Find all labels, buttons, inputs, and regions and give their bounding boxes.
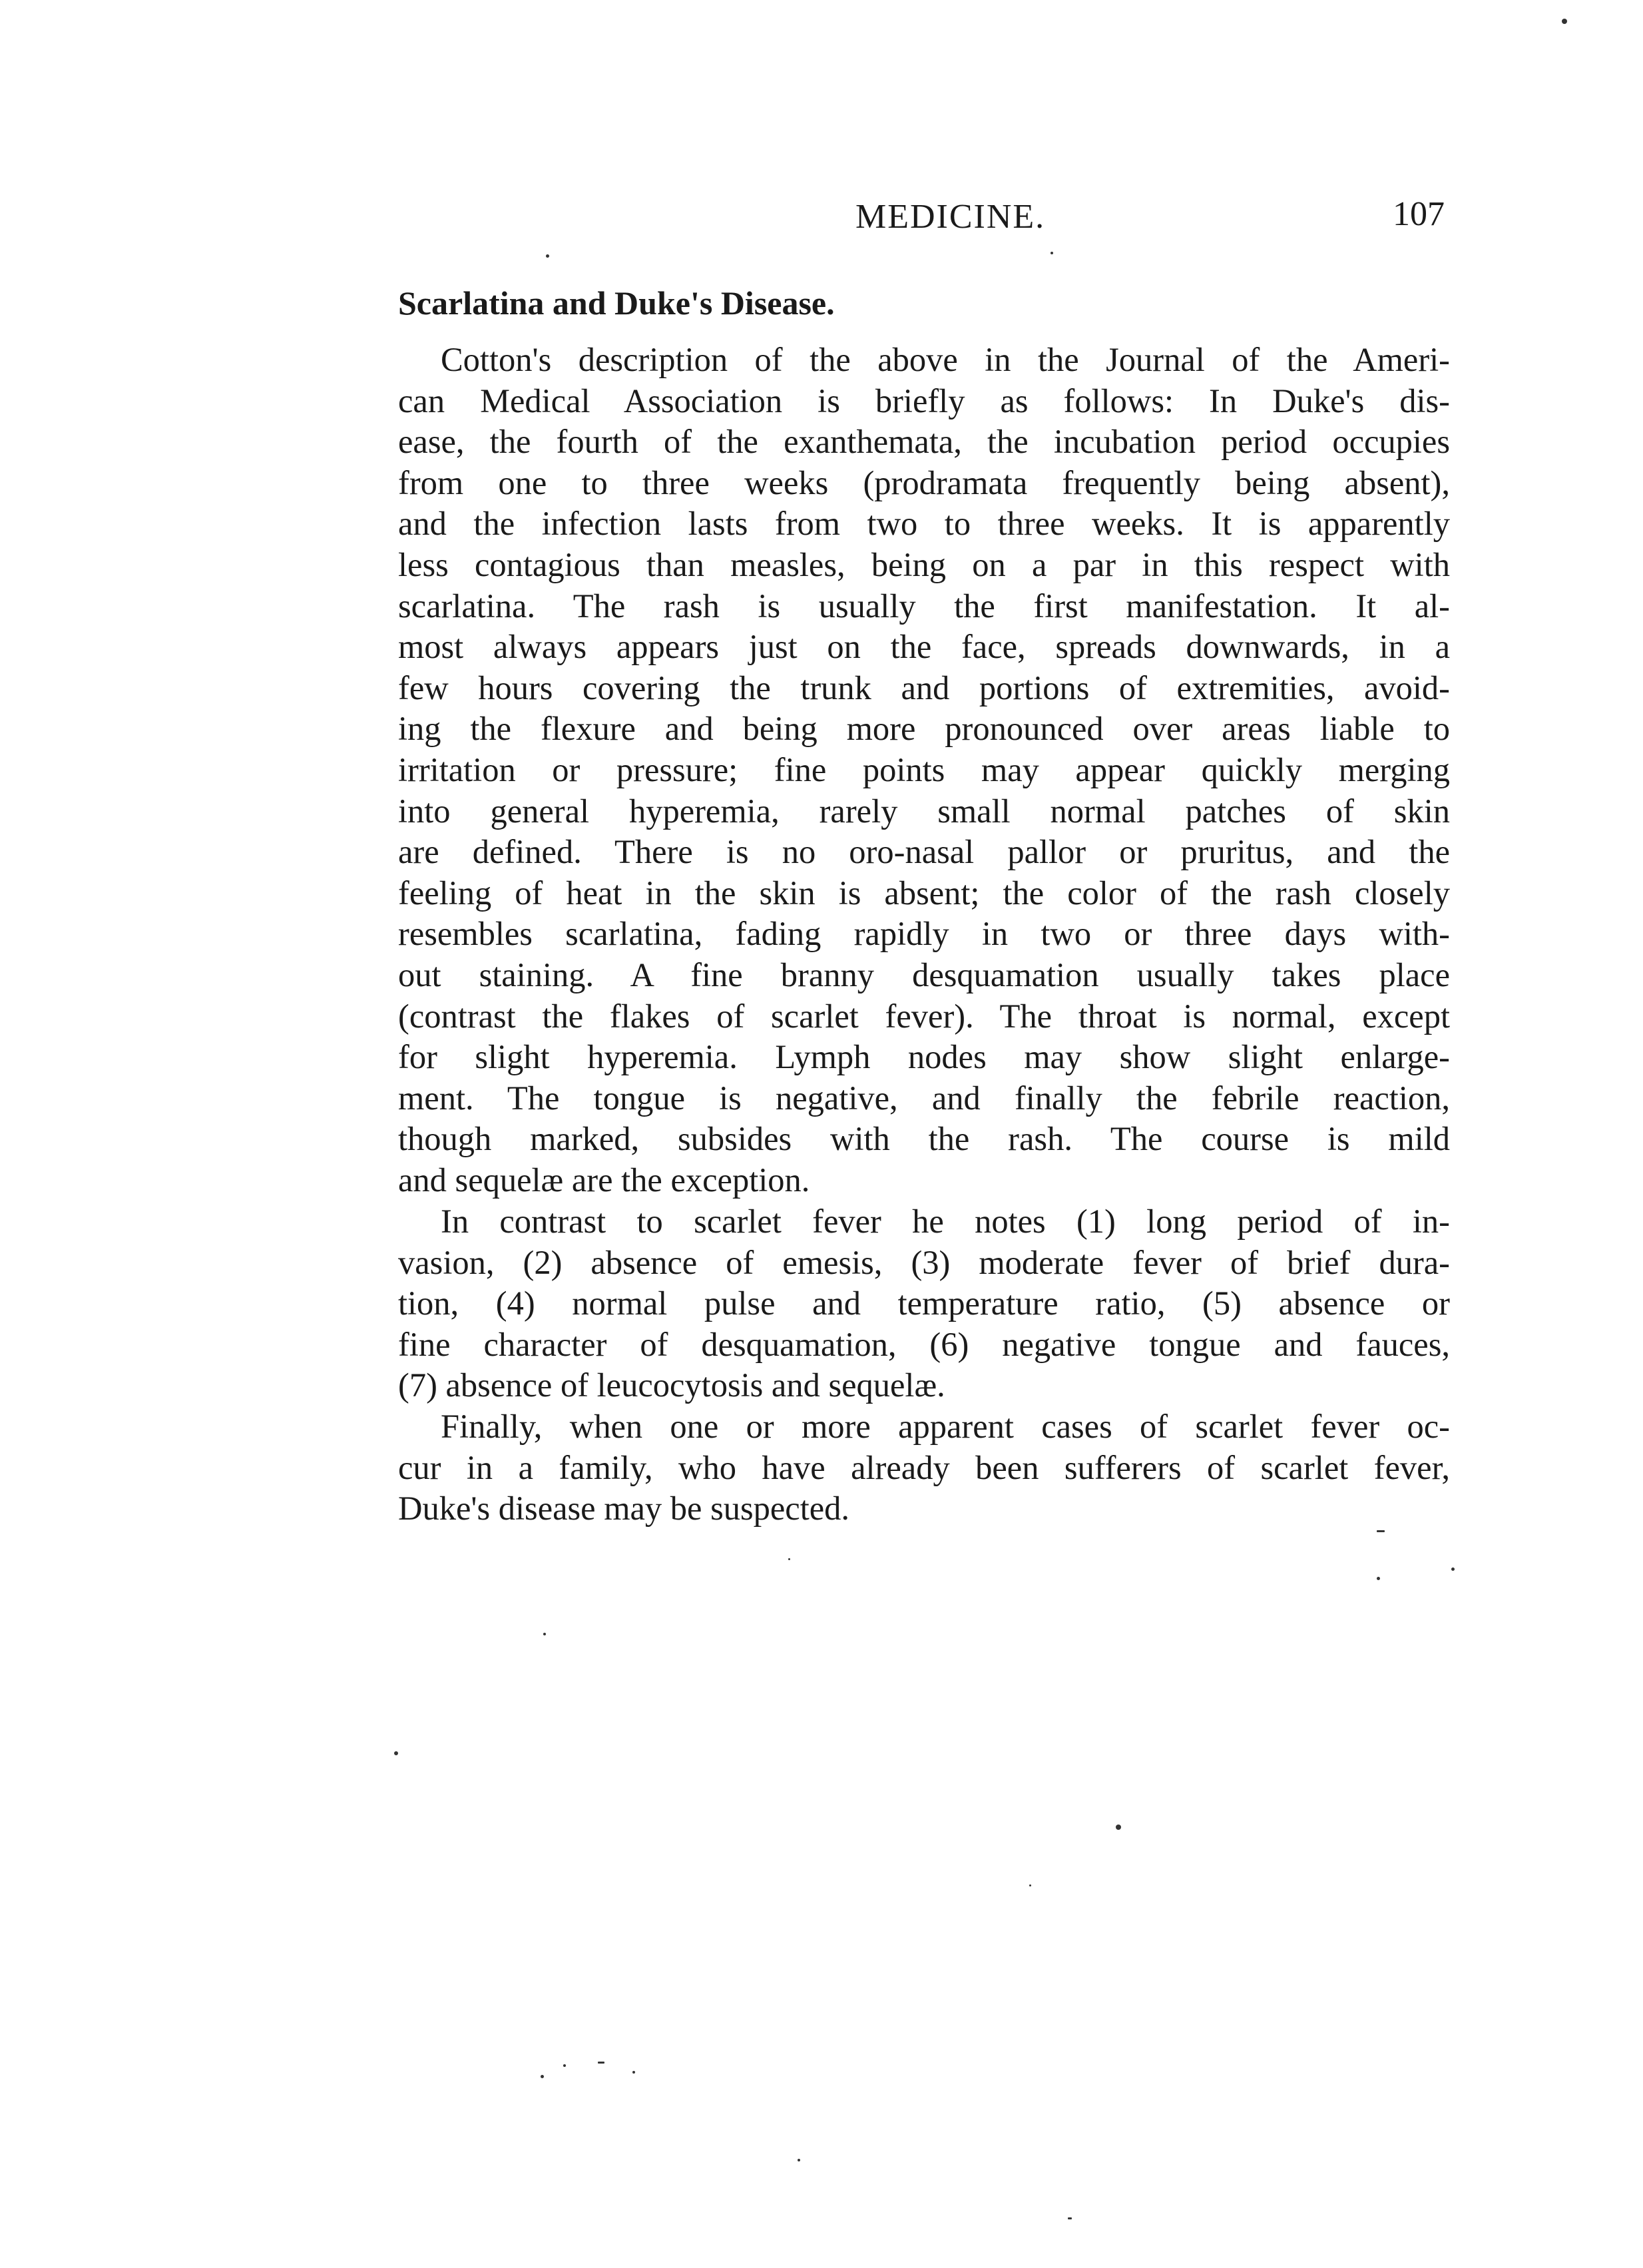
scan-speck — [563, 2064, 566, 2067]
paragraph-line: (7) absence of leucocytosis and sequelæ. — [398, 1366, 945, 1404]
scan-speck — [1377, 1530, 1385, 1532]
scan-speck — [1051, 252, 1053, 254]
paragraph-line: tion, (4) normal pulse and temperature ratio, (5) absence or — [398, 1284, 1450, 1322]
paragraph-line: feeling of heat in the skin is absent; the color of the rash closely — [398, 874, 1450, 912]
scan-speck — [541, 2075, 544, 2078]
paragraph-line: Cotton's description of the above in the Journal of the Ameri- — [441, 341, 1450, 378]
paragraph-line: into general hyperemia, rarely small normal patches of skin — [398, 792, 1450, 830]
paragraph-line: are defined. There is no oro-nasal pallor or pruritus, and the — [398, 833, 1450, 871]
paragraph-line: ing the flexure and being more pronounced over areas liable to — [398, 710, 1450, 748]
scan-speck — [798, 2159, 800, 2161]
scan-speck — [598, 2062, 604, 2064]
paragraph-line: and sequelæ are the exception. — [398, 1161, 810, 1199]
paragraph-line: though marked, subsides with the rash. The course is mild — [398, 1120, 1450, 1158]
paragraph-line: out staining. A fine branny desquamation usually takes place — [398, 956, 1450, 993]
paragraph-line: vasion, (2) absence of emesis, (3) moderate fever of brief dura- — [398, 1243, 1450, 1281]
paragraph-line: can Medical Association is briefly as follows: In Duke's dis- — [398, 382, 1450, 420]
paragraph-line: (contrast the flakes of scarlet fever). The throat is normal, except — [398, 997, 1450, 1035]
paragraph-line: cur in a family, who have already been sufferers of scarlet fever, — [398, 1448, 1450, 1486]
running-head: MEDICINE. — [855, 198, 1046, 236]
scan-speck — [788, 1558, 790, 1560]
paragraph-2 — [398, 1201, 1450, 1406]
paragraph-line: most always appears just on the face, spreads downwards, in a — [398, 628, 1450, 666]
paragraph-line: scarlatina. The rash is usually the first manifestation. It al- — [398, 587, 1450, 625]
scan-speck — [1377, 1577, 1380, 1580]
page-number: 107 — [1393, 195, 1445, 233]
scan-speck — [394, 1751, 398, 1755]
scan-speck — [1116, 1825, 1121, 1830]
scan-speck — [632, 2071, 635, 2074]
paragraph-line: ease, the fourth of the exanthemata, the incubation period occupies — [398, 423, 1450, 461]
paragraph-line: ment. The tongue is negative, and finally the febrile reaction, — [398, 1079, 1450, 1117]
paragraph-line: and the infection lasts from two to three weeks. It is apparently — [398, 505, 1450, 543]
paragraph-line: few hours covering the trunk and portions of extremities, avoid- — [398, 669, 1450, 707]
scan-speck — [546, 254, 549, 258]
paragraph-line: fine character of desquamation, (6) negative tongue and fauces, — [398, 1325, 1450, 1363]
paragraph-1 — [398, 340, 1450, 1201]
paragraph-line: Finally, when one or more apparent cases of scarlet fever oc- — [441, 1408, 1450, 1445]
paragraph-line: resembles scarlatina, fading rapidly in two or three days with- — [398, 915, 1450, 953]
paragraph-line: for slight hyperemia. Lymph nodes may show slight enlarge- — [398, 1038, 1450, 1076]
paragraph-line: less contagious than measles, being on a par in this respect with — [398, 545, 1450, 583]
paragraph-line: In contrast to scarlet fever he notes (1) long period of in- — [441, 1203, 1450, 1240]
paragraph-line: irritation or pressure; fine points may appear quickly merging — [398, 750, 1450, 788]
scan-speck — [543, 1633, 546, 1635]
paragraph-line: Duke's disease may be suspected. — [398, 1490, 850, 1528]
paragraph-line: from one to three weeks (prodramata frequently being absent), — [398, 463, 1450, 501]
scan-speck — [1562, 19, 1567, 24]
paragraph-3 — [398, 1406, 1450, 1530]
scan-speck — [1451, 1567, 1455, 1571]
scan-speck — [1068, 2217, 1072, 2219]
scan-speck — [1029, 1884, 1031, 1886]
section-heading: Scarlatina and Duke's Disease. — [398, 284, 835, 322]
